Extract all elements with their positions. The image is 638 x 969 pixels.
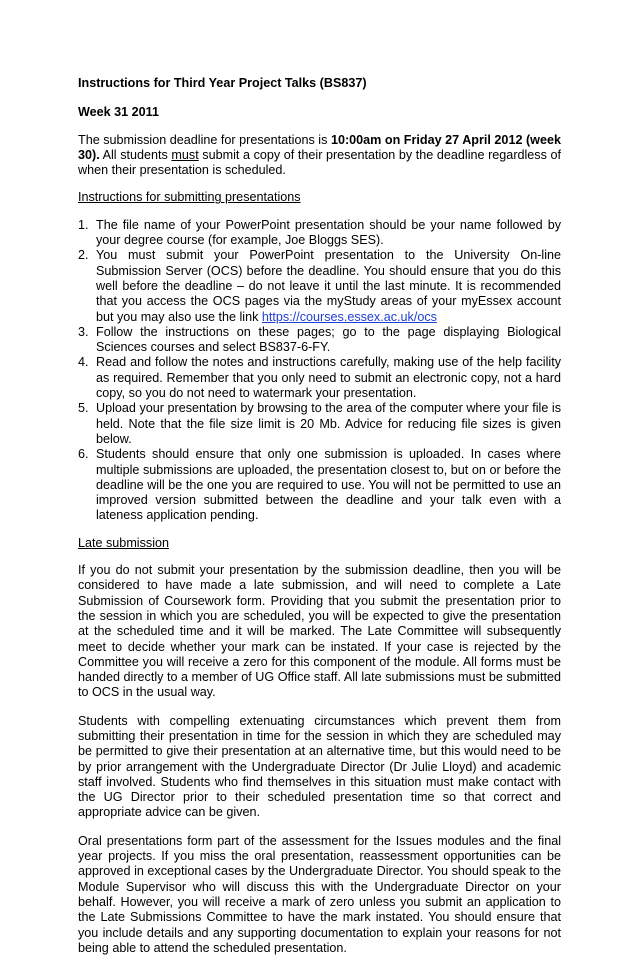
list-number: 4. <box>78 355 89 370</box>
list-text: Upload your presentation by browsing to the area of the computer where your file is held. Note that the file size limit is 20 Mb. Advice for reducing file sizes is given below. <box>96 401 561 446</box>
heading-submitting: Instructions for submitting presentations <box>78 190 301 205</box>
list-text: The file name of your PowerPoint presentation should be your name followed by your degree course (for example, Joe Bloggs SES). <box>96 217 561 248</box>
must-emphasis: must <box>171 147 199 162</box>
heading-late-submission: Late submission <box>78 535 170 550</box>
intro-pre-deadline: The submission deadline for presentations is <box>78 132 331 147</box>
list-item <box>78 355 561 401</box>
list-item <box>78 447 561 523</box>
list-item <box>78 248 561 324</box>
deadline-text: 10:00am on Friday 27 April 2012 (week 30). <box>78 132 561 162</box>
intro-post-deadline-1: All students <box>99 147 172 162</box>
list-text: Students should ensure that only one submission is uploaded. In cases where multiple submissions are uploaded, the presentation closest to, but on or before the deadline will be the one you are required to use. You will not be permitted to use an improved version submitted between the deadline and your talk even with a lateness application pending. <box>96 447 561 523</box>
list-item <box>78 218 561 249</box>
document-page <box>78 76 561 969</box>
list-text: You must submit your PowerPoint presentation to the University On-line Submission Server (OCS) before the deadline. You should ensure that you do this well before the deadline – do not leave it until the last minute. It is recommended that you access the OCS pages via the myStudy areas of your myEssex account but you may also use the link <box>96 248 561 324</box>
late-paragraph-2: Students with compelling extenuating circumstances which prevent them from submitting their presentation in time for the session in which they are scheduled may be permitted to give their presentation at an alternative time, but this would need to be by prior arrangement with the Undergraduate Director (Dr Julie Lloyd) and academic staff involved. Students who find themselves in this situation must make contact with the UG Director prior to their scheduled presentation time so that correct and appropriate advice can be given. <box>78 713 561 820</box>
list-number: 2. <box>78 248 89 263</box>
list-number: 6. <box>78 447 89 462</box>
intro-post-deadline-2: submit a copy of their presentation by the deadline regardless of when their presentation is scheduled. <box>78 147 562 178</box>
ocs-link[interactable]: https://courses.essex.ac.uk/ocs <box>261 309 437 324</box>
list-number: 5. <box>78 401 89 416</box>
list-item <box>78 325 561 356</box>
list-number: 1. <box>78 217 89 232</box>
list-item <box>78 401 561 447</box>
document-title: Instructions for Third Year Project Talks (BS837) <box>78 76 367 90</box>
list-text: Follow the instructions on these pages; go to the page displaying Biological Sciences courses and select BS837-6-FY. <box>96 324 561 355</box>
list-text: Read and follow the notes and instructions carefully, making use of the help facility as required. Remember that you only need to submit an electronic copy, not a hard copy, so you do not need to watermark your presentation. <box>96 355 561 401</box>
list-number: 3. <box>78 324 89 339</box>
late-paragraph-3: Oral presentations form part of the assessment for the Issues modules and the final year projects. If you miss the oral presentation, reassessment opportunities can be approved in exceptional cases by the Undergraduate Director. You should speak to the Module Supervisor who will discuss this with the Undergraduate Director on your behalf. However, you will receive a mark of zero unless you submit an application to the Late Submissions Committee to have the mark instated. You should ensure that you include details and any supporting documentation to explain your reasons for not being able to attend the scheduled presentation. <box>78 833 561 955</box>
intro-paragraph <box>78 133 561 179</box>
submission-instructions-list <box>78 218 561 524</box>
late-paragraph-1: If you do not submit your presentation by the submission deadline, then you will be considered to have made a late submission, and will need to complete a Late Submission of Coursework form. Providing that you submit the presentation prior to the session in which you are scheduled, you will be expected to give the presentation at the scheduled time and it will be marked. The Late Committee will subsequently meet to decide whether your mark can be instated. If your case is rejected by the Committee you will receive a zero for this component of the module. All forms must be handed directly to a member of UG Office staff. All late submissions must be submitted to OCS in the usual way. <box>78 563 561 700</box>
week-label: Week 31 2011 <box>78 105 159 120</box>
